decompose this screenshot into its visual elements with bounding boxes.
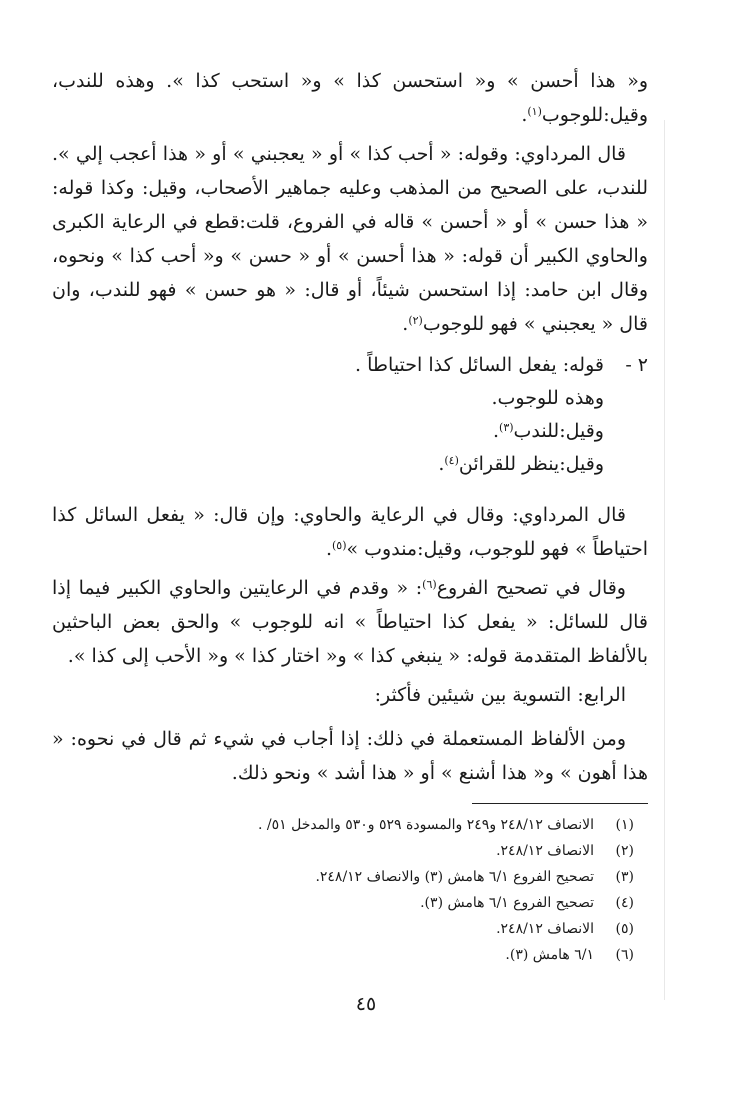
paragraph-3-text: قال المرداوي: وقال في الرعاية والحاوي: وإن قال: « يفعل السائل كذا احتياطاً » فهو للوجوب، وقيل:مندوب » xyxy=(52,504,648,560)
section-heading-fourth: الرابع: التسوية بين شيئين فأكثر: xyxy=(374,684,626,706)
footnote-number: (٦) xyxy=(615,947,634,963)
footnote-6 xyxy=(74,942,634,968)
footnote-ref-5[interactable]: (٥) xyxy=(331,539,347,552)
list-row xyxy=(52,349,648,382)
paragraph-2-text: قال المرداوي: وقوله: « أحب كذا » أو « يعجبني » أو « هذا أعجب إلي ». للندب، على الصحيح من المذهب وعليه جماهير الأصحاب، وقيل: وكذا قوله: « هذا حسن » أو « أحسن » قاله في الفروع، قلت:قطع في الرعاية الكبرى والحاوي الكبير أن قوله: « هذا أحسن » أو « حسن » و« أحب كذا » ونحوه، وقال ابن حامد: إذا استحسن شيئاً، أو قال: « هو حسن » فهو للندب، وان قال « يعجبني » فهو للوجوب xyxy=(52,143,648,335)
paragraph-4-lead: وقال في تصحيح الفروع xyxy=(436,577,626,599)
footnote-number: (٣) xyxy=(615,869,634,885)
item-subline-2-end: . xyxy=(492,420,500,442)
paragraph-3 xyxy=(52,498,648,566)
paragraph-1 xyxy=(52,64,648,132)
footnote-3 xyxy=(74,864,634,890)
item-subline-2 xyxy=(52,415,648,448)
item-subline-2-text: وقيل:للندب xyxy=(513,420,604,442)
footnote-number: (٥) xyxy=(615,921,634,937)
item-subline-3 xyxy=(52,448,648,481)
paragraph-4 xyxy=(52,571,648,673)
footnotes-list xyxy=(74,812,634,968)
footnote-2 xyxy=(74,838,634,864)
item-subline-3-text: وقيل:ينظر للقرائن xyxy=(458,453,604,475)
paragraph-1-text: و« هذا أحسن » و« استحسن كذا » و« استحب كذا ». وهذه للندب، وقيل:للوجوب xyxy=(52,70,648,126)
paragraph-5 xyxy=(52,678,648,712)
footnote-ref-6[interactable]: (٦) xyxy=(422,578,437,591)
footnote-ref-2[interactable]: (٢) xyxy=(408,314,423,327)
footnote-ref-3[interactable]: (٣) xyxy=(499,421,514,434)
footnote-divider xyxy=(472,803,648,804)
footnote-text: تصحيح الفروع ٦/١ هامش (٣) والانصاف ٢٤٨/١٢. xyxy=(315,869,594,885)
footnote-text: تصحيح الفروع ٦/١ هامش (٣). xyxy=(420,895,594,911)
footnote-text: الانصاف ٢٤٨/١٢ و٢٤٩ والمسودة ٥٢٩ و٥٣٠ والمدخل ٥١/ . xyxy=(258,817,594,833)
footnote-5 xyxy=(74,916,634,942)
footnote-text: ٦/١ هامش (٣). xyxy=(505,947,594,963)
page-number: ٤٥ xyxy=(355,993,377,1015)
paragraph-4-text: : « وقدم في الرعايتين والحاوي الكبير فيما إذا قال للسائل: « يفعل كذا احتياطاً » انه للوجوب » والحق بعض الباحثين بالألفاظ المتقدمة قوله: « ينبغي كذا » و« اختار كذا » و« الأحب إلى كذا ». xyxy=(52,577,648,667)
footnote-ref-1[interactable]: (١) xyxy=(527,105,542,118)
footnote-text: الانصاف ٢٤٨/١٢. xyxy=(496,921,594,937)
paragraph-1-end: . xyxy=(521,104,528,126)
item-number: ٢ - xyxy=(625,354,648,376)
paragraph-6-text: ومن الألفاظ المستعملة في ذلك: إذا أجاب في شيء ثم قال في نحوه: « هذا أهون » و« هذا أشنع » أو « هذا أشد » ونحو ذلك. xyxy=(52,728,648,784)
item-subline-3-end: . xyxy=(438,453,445,475)
footnote-number: (١) xyxy=(615,817,634,833)
paragraph-6 xyxy=(52,722,648,790)
footnote-1 xyxy=(74,812,634,838)
numbered-item-2 xyxy=(52,349,648,481)
paragraph-2 xyxy=(52,137,648,341)
paragraph-2-end: . xyxy=(402,313,409,335)
item-subline-1-text: وهذه للوجوب. xyxy=(491,387,604,409)
footnote-number: (٢) xyxy=(615,843,634,859)
footnote-text: الانصاف ٢٤٨/١٢. xyxy=(496,843,594,859)
paragraph-3-end: . xyxy=(325,538,332,560)
footnote-ref-4[interactable]: (٤) xyxy=(444,454,459,467)
footnote-4 xyxy=(74,890,634,916)
scan-artifact-line xyxy=(664,120,665,1000)
item-text: قوله: يفعل السائل كذا احتياطاً . xyxy=(355,354,604,376)
item-subline-1 xyxy=(52,382,648,415)
footnote-number: (٤) xyxy=(615,895,634,911)
